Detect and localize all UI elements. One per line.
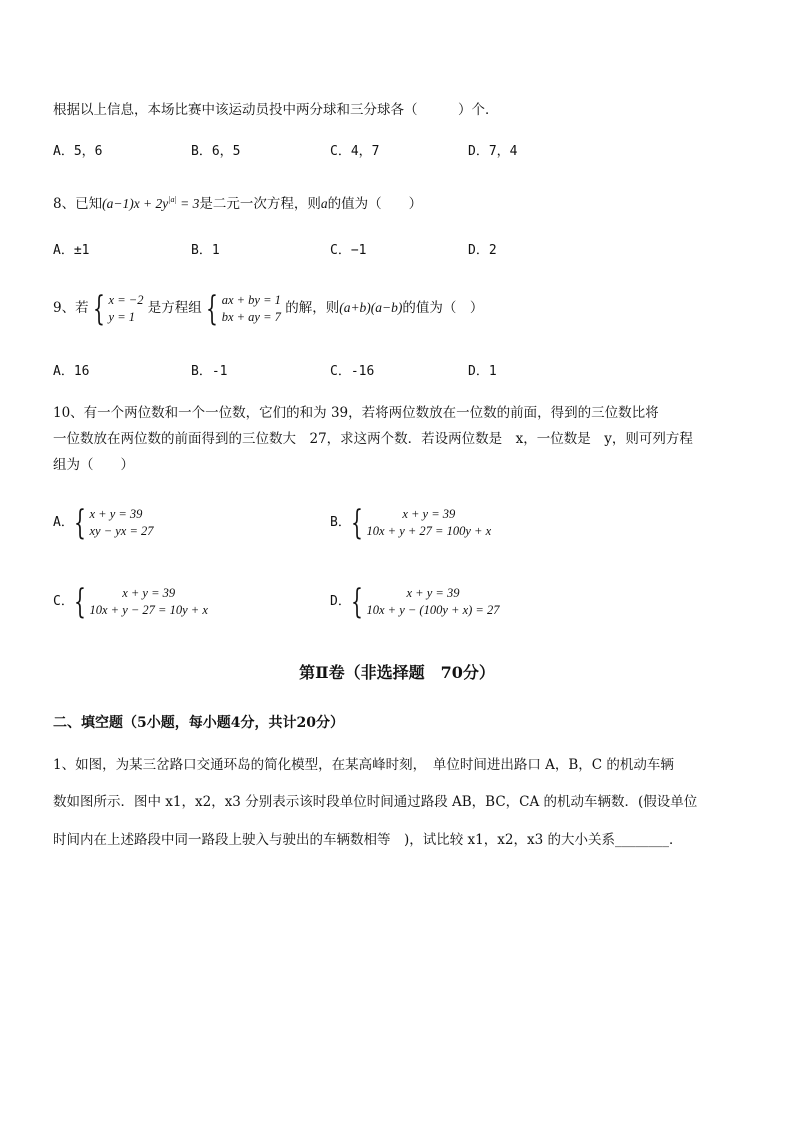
q9-prefix: 9、若 [53, 300, 89, 316]
q10-stem-line3: 组为（ ） [53, 457, 134, 473]
q9-sys1-eq2: y = 1 [108, 309, 136, 324]
q10-stem-line2: 一位数放在两位数的前面得到的三位数大 27，求这两个数．若设两位数是 x，一位数是 y，则可列方程 [53, 431, 693, 447]
q8-var: a [320, 196, 328, 211]
fill1-line2: 数如图所示．图中 x1，x2，x3 分别表示该时段单位时间通过路段 AB，BC，CA 的机动车辆数．(假设单位 [53, 794, 698, 810]
q8-option-a[interactable]: A．±1 [53, 243, 90, 258]
q10-option-a[interactable]: A． { x + y = 39 xy − yx = 27 [53, 503, 154, 543]
q9-sys1-eq1: x = −2 [108, 292, 144, 307]
q9-option-d[interactable]: D．1 [468, 364, 497, 379]
q9-sys2-eq2: bx + ay = 7 [221, 309, 281, 324]
q10-option-c-eq1: x + y = 39 [122, 586, 176, 600]
q10-option-b-eq1: x + y = 39 [402, 507, 456, 521]
q8-option-c[interactable]: C．−1 [330, 243, 367, 258]
q9-solution-system: { x = −2 y = 1 [92, 288, 144, 329]
q8-prefix: 8、已知 [53, 196, 103, 212]
q9-equation-system: { ax + by = 1 bx + ay = 7 [206, 288, 281, 329]
q8-suffix: 的值为（ ） [327, 196, 423, 212]
q10-option-b-eq2: 10x + y + 27 = 100y + x [366, 524, 492, 538]
q7-option-d[interactable]: D．7，4 [468, 144, 518, 159]
q9-option-a[interactable]: A．16 [53, 364, 90, 379]
q8-mid: 是二元一次方程，则 [199, 196, 321, 212]
q7-option-c[interactable]: C．4，7 [330, 144, 380, 159]
q8-option-b[interactable]: B．1 [191, 243, 220, 258]
q9-mid2: 的解，则 [285, 300, 340, 316]
q10-option-d-label: D． [330, 594, 351, 609]
q9-expression: (a+b)(a−b) [339, 300, 403, 315]
q8-option-d[interactable]: D．2 [468, 243, 497, 258]
q10-stem-line1: 10、有一个两位数和一个一位数，它们的和为 39，若将两位数放在一位数的前面，得到的三位数比将 [53, 405, 659, 421]
q10-option-d[interactable]: D． { x + y = 39 10x + y − (100y + x) = 27 [330, 582, 500, 622]
part2-title: 第Ⅱ卷（非选择题 70分） [299, 663, 495, 682]
q10-option-d-eq2: 10x + y − (100y + x) = 27 [366, 603, 500, 617]
q7-stem: 根据以上信息，本场比赛中该运动员投中两分球和三分球各（ ）个． [53, 102, 499, 118]
q9-stem [53, 288, 483, 328]
q10-option-b-label: B． [330, 515, 351, 530]
q10-option-b[interactable]: B． { x + y = 39 10x + y + 27 = 100y + x [330, 503, 492, 543]
fill1-line3: 时间内在上述路段中同一路段上驶入与驶出的车辆数相等 )，试比较 x1，x2，x3 的大小关系________． [53, 832, 683, 848]
q10-option-c-label: C． [53, 594, 74, 609]
q9-option-b[interactable]: B．-1 [191, 364, 228, 379]
q10-option-a-eq2: xy − yx = 27 [89, 524, 154, 538]
q7-option-a[interactable]: A．5，6 [53, 144, 103, 159]
q9-mid: 是方程组 [147, 300, 202, 316]
q10-option-c[interactable]: C． { x + y = 39 10x + y − 27 = 10y + x [53, 582, 208, 622]
q9-suffix: 的值为（ ） [402, 300, 484, 316]
q8-expression: $(a-1)x + 2y^{|a|} = 3$ [102, 195, 200, 211]
q8-stem [53, 190, 422, 214]
q9-sys2-eq1: ax + by = 1 [221, 292, 281, 307]
q10-option-a-label: A． [53, 515, 74, 530]
q10-option-a-eq1: x + y = 39 [89, 507, 143, 521]
q7-option-b[interactable]: B．6，5 [191, 144, 241, 159]
section2-heading: 二、填空题（5小题，每小题4分，共计20分） [53, 715, 344, 731]
q10-option-d-eq1: x + y = 39 [406, 586, 460, 600]
fill1-line1: 1、如图，为某三岔路口交通环岛的简化模型，在某高峰时刻， 单位时间进出路口 A，B，C 的机动车辆 [53, 757, 674, 773]
q10-option-c-eq2: 10x + y − 27 = 10y + x [89, 603, 208, 617]
q9-option-c[interactable]: C．-16 [330, 364, 375, 379]
